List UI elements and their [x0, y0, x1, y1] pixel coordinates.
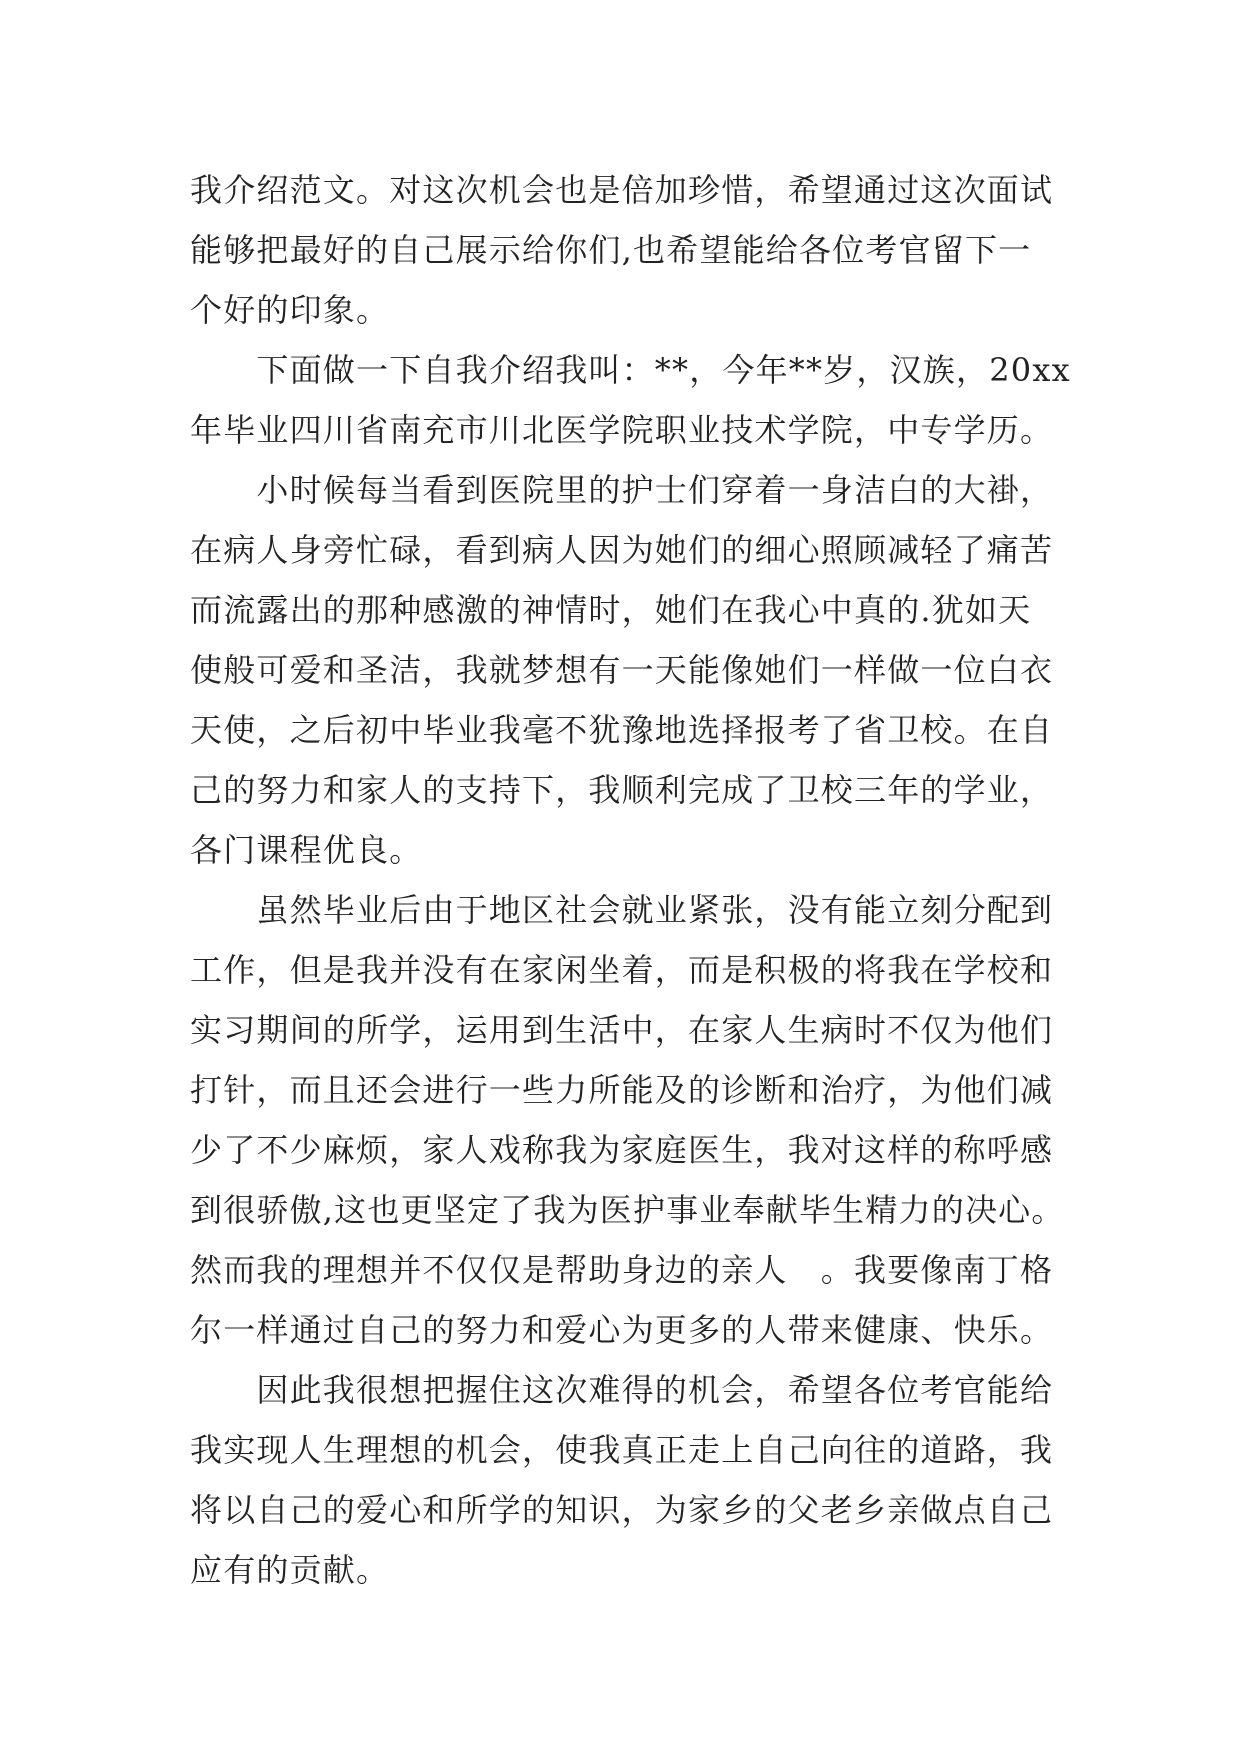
text-line: 在病人身旁忙碌，看到病人因为她们的细心照顾减轻了痛苦: [190, 531, 1054, 569]
paragraph-conclusion: [190, 1360, 1054, 1600]
text-line: 年毕业四川省南充市川北医学院职业技术学院，中专学历。: [190, 411, 1054, 449]
text-line: 使般可爱和圣洁，我就梦想有一天能像她们一样做一位白衣: [190, 651, 1054, 689]
paragraph-intro-continuation: [190, 160, 1054, 340]
paragraph-after-graduation: [190, 880, 1065, 1360]
text-line: 实习期间的所学，运用到生活中，在家人生病时不仅为他们: [190, 1011, 1054, 1049]
text-line: 而流露出的那种感激的神情时，她们在我心中真的.犹如天: [190, 591, 1032, 629]
text-line: 将以自己的爱心和所学的知识，为家乡的父老乡亲做点自己: [190, 1491, 1054, 1529]
text-line: 小时候每当看到医院里的护士们穿着一身洁白的大褂，: [190, 471, 1054, 509]
text-line: 因此我很想把握住这次难得的机会，希望各位考官能给: [190, 1371, 1054, 1409]
text-line: 工作，但是我并没有在家闲坐着，而是积极的将我在学校和: [190, 951, 1054, 989]
paragraph-self-introduction: [190, 340, 1071, 460]
text-line: 个好的印象。: [190, 291, 390, 329]
text-line: 少了不少麻烦，家人戏称我为家庭医生，我对这样的称呼感: [190, 1131, 1054, 1169]
text-line: 虽然毕业后由于地区社会就业紧张，没有能立刻分配到: [190, 891, 1054, 929]
text-line: 到很骄傲,这也更坚定了我为医护事业奉献毕生精力的决心。: [190, 1191, 1065, 1229]
text-line: 尔一样通过自己的努力和爱心为更多的人带来健康、快乐。: [190, 1311, 1054, 1349]
text-line: 然而我的理想并不仅仅是帮助身边的亲人 。我要像南丁格: [190, 1251, 1054, 1289]
text-line: 各门课程优良。: [190, 831, 423, 869]
paragraph-childhood-dream: [190, 460, 1054, 880]
text-line: 打针，而且还会进行一些力所能及的诊断和治疗，为他们减: [190, 1071, 1054, 1109]
text-line: 能够把最好的自己展示给你们,也希望能给各位考官留下一: [190, 231, 1032, 269]
text-line: 天使，之后初中毕业我毫不犹豫地选择报考了省卫校。在自: [190, 711, 1054, 749]
text-line: 我实现人生理想的机会，使我真正走上自己向往的道路，我: [190, 1431, 1054, 1469]
text-line: 我介绍范文。对这次机会也是倍加珍惜，希望通过这次面试: [190, 171, 1054, 209]
document-body: [190, 160, 1071, 1600]
text-line: 己的努力和家人的支持下，我顺利完成了卫校三年的学业，: [190, 771, 1054, 809]
text-line: 下面做一下自我介绍我叫：**，今年**岁，汉族，20xx: [190, 351, 1071, 389]
text-line: 应有的贡献。: [190, 1551, 390, 1589]
